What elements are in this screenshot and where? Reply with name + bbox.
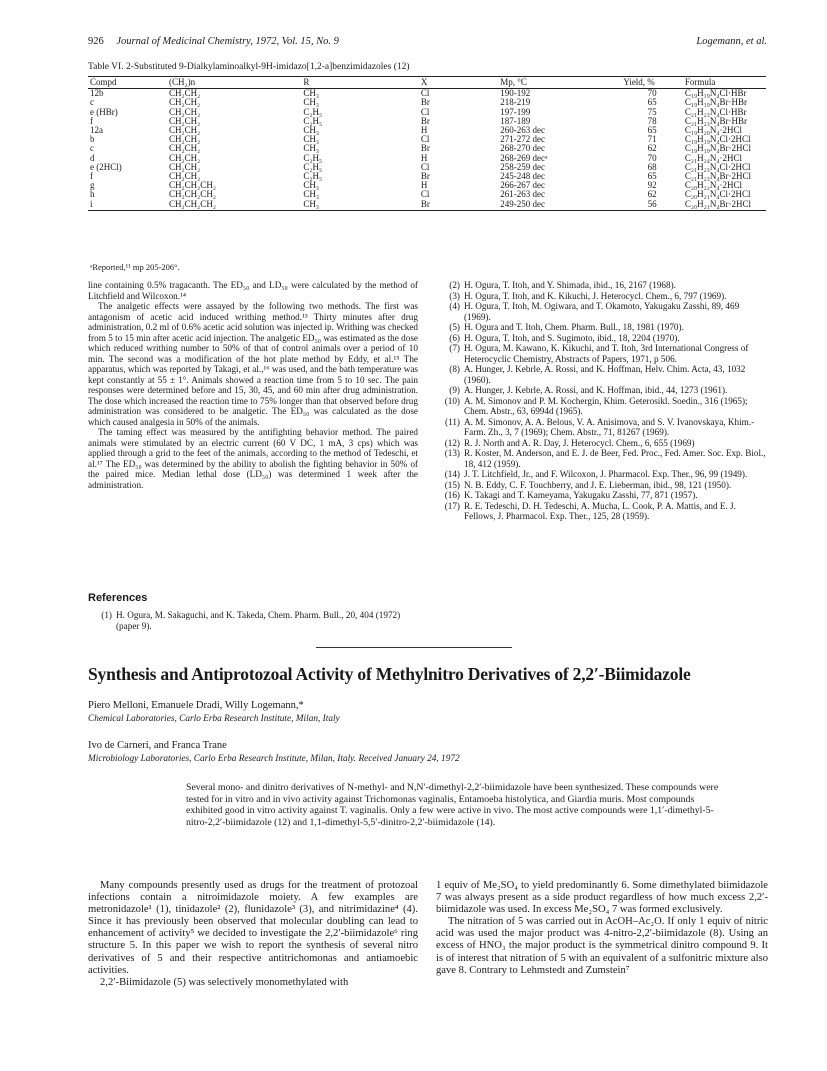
table-row — [88, 200, 766, 211]
table-cell: CH₂CH₂ — [169, 134, 201, 145]
reference-text: N. B. Eddy, C. F. Touchberry, and J. E. Lieberman, ibid., 98, 121 (1950). — [464, 479, 732, 490]
paragraph: The nitration of 5 was carried out in AcOH–Ac₂O. If only 1 equiv of nitric acid was used the major product was 4-nitro-2,2′-biimidazole (8). Using an excess of HNO₃ the major product is the symmetrical dinitro compound 9. It is of interest that nitration of 5 with an equivalent of a sulfonitric mixture also gave 8. Contrary to Lehmstedt and Zumstein⁷ — [436, 916, 768, 976]
paragraph: 2,2′-Biimidazole (5) was selectively monomethylated with — [100, 976, 349, 988]
reference-number: (17) — [444, 500, 460, 511]
reference-item — [436, 333, 768, 344]
reference-item — [436, 490, 768, 501]
left-references — [88, 610, 418, 631]
reference-number: (10) — [444, 395, 460, 406]
table-cell: b — [90, 134, 95, 145]
table-cell: 268-269 decᵃ — [500, 152, 548, 163]
table-cell: CH₃ — [303, 143, 319, 154]
table-cell: C₂₀H₂₁N₄Br·2HCl — [683, 200, 766, 211]
table-cell: C₂H₅ — [303, 115, 323, 126]
table-cell: i — [88, 200, 167, 211]
reference-item — [436, 438, 768, 449]
column-header: Formula — [683, 77, 766, 89]
reference-item — [436, 385, 768, 396]
table-cell: 218-219 — [500, 97, 531, 108]
table-cell: 261-263 dec — [500, 189, 545, 200]
reference-text: H. Ogura, T. Itoh, and Y. Shimada, ibid., 16, 2167 (1968). — [464, 280, 676, 290]
reference-number: (13) — [444, 448, 460, 458]
table-cell: c — [90, 143, 94, 154]
table-cell: CH₂CH₂ — [169, 143, 201, 154]
reference-text: A. M. Simonov, A. A. Belous, V. A. Anisimova, and S. V. Ivanovskaya, Khim.-Farm. Zh., 3, 7 (1969); Chem. Abstr., 71, 81267 (1969). — [464, 416, 755, 437]
column-header: (CH₂)n — [167, 77, 301, 89]
reference-item — [436, 364, 768, 385]
table-cell: 197-199 — [500, 106, 531, 117]
table-cell: 190-192 — [500, 88, 531, 99]
table-cell: C₂₁H₂₃N₄Cl·HBr — [684, 106, 747, 117]
table-cell: C₁₉H₁₉N₄Cl·2HCl — [684, 134, 751, 145]
reference-text: K. Takagi and T. Kameyama, Yakugaku Zasshi, 77, 871 (1957). — [464, 490, 698, 500]
reference-text: R. E. Tedeschi, D. H. Tedeschi, A. Mucha, L. Cook, P. A. Mattis, and E. J. Fellows, J. Pharmacol. Exp. Ther., 125, 28 (1959). — [464, 500, 736, 521]
table-cell: 71 — [647, 134, 657, 145]
table-cell: CH₂CH₂ — [169, 88, 201, 99]
table-cell: 245-248 dec — [500, 171, 545, 182]
abstract: Several mono- and dinitro derivatives of N-methyl- and N,N′-dimethyl-2,2′-biimidazole have been synthesized. These compounds were tested for in vitro and in vivo activity against Trichomonas vaginalis, Entamoeba histolytica, and Giardia muris. Most compounds exhibited good in vitro activity against T. vaginalis. Only a few were active in vivo. The most active compounds were 1,1′-dimethyl-5-nitro-2,2′-biimidazole (12) and 1,1-dimethyl-5,5′-dinitro-2,2′-biimidazole (14). — [186, 782, 719, 828]
table-cell: 78 — [647, 115, 657, 126]
column-header: Compd — [88, 77, 167, 89]
table-caption: Table VI. 2-Substituted 9-Dialkylaminoalkyl-9H-imidazo[1,2-a]benzimidazoles (12) — [88, 62, 410, 72]
column-header: Mp, °C — [498, 77, 621, 89]
table-cell: C₂₁H₂₃N₄Cl·2HCl — [684, 161, 751, 172]
reference-item — [436, 343, 768, 364]
reference-number: (12) — [444, 437, 460, 448]
table-cell: C₁₉H₁₉N₄Br·HBr — [684, 97, 748, 108]
reference-text: A. Hunger, J. Kebrle, A. Rossi, and K. Hoffman, Helv. Chim. Acta, 43, 1032 (1960). — [464, 364, 746, 385]
table-cell: CH₃ — [303, 97, 319, 108]
table-cell: CH₃ — [303, 180, 319, 191]
table-cell: 271-272 dec — [500, 134, 545, 145]
article-title: Synthesis and Antiprotozoal Activity of Methylnitro Derivatives of 2,2′-Biimidazole — [88, 664, 691, 684]
table-cell: e (HBr) — [90, 106, 118, 117]
table-cell: CH₂CH₂CH₂ — [169, 180, 216, 191]
column-header: X — [419, 77, 498, 89]
table-cell: Cl — [420, 134, 430, 145]
table-cell: CH₃ — [303, 134, 319, 145]
table-cell: C₂H₅ — [303, 152, 323, 163]
reference-text: H. Ogura, T. Itoh, and S. Sugimoto, ibid., 18, 2204 (1970). — [464, 332, 680, 343]
table-cell: 92 — [647, 180, 657, 191]
table-cell: CH₂CH₂CH₂ — [167, 200, 301, 211]
reference-text: H. Ogura, T. Itoh, and K. Kikuchi, J. Heterocycl. Chem., 6, 797 (1969). — [464, 290, 727, 301]
table-cell: C₂₀H₂₂N₄·2HCl — [684, 180, 743, 191]
table-cell: Br — [420, 171, 430, 182]
table-cell: Cl — [420, 106, 430, 117]
table-cell: CH₃ — [301, 200, 419, 211]
paragraph: line containing 0.5% tragacanth. The ED₅₀ and LD₅₀ were calculated by the method of Litchfield and Wilcoxon.¹⁴ — [88, 280, 418, 301]
reference-number: (3) — [449, 290, 460, 301]
table-cell: 12a — [90, 125, 103, 136]
authors-group-1: Piero Melloni, Emanuele Dradi, Willy Logemann,* — [88, 700, 304, 711]
section-divider — [316, 647, 512, 648]
table-cell: C₁₉H₁₉N₄Cl·HBr — [684, 88, 747, 99]
reference-number: (16) — [444, 490, 460, 500]
reference-number: (8) — [449, 364, 460, 374]
page-number: 926 — [88, 36, 104, 47]
table-cell: CH₂CH₂CH₂ — [169, 189, 216, 200]
reference-item — [436, 448, 768, 469]
table-cell: CH₂CH₂ — [169, 161, 201, 172]
body-right-column — [436, 880, 768, 977]
paragraph: Many compounds presently used as drugs for the treatment of protozoal infections contain a nitroimidazole moiety. A few examples are metronidazole¹ (1), tinidazole² (2), flunidazole³ (3), and nitrimidazine⁴ (4). Since it has previously been observed that molecular doubling can lead to enhancement of activity⁵ we decided to investigate the 2,2′-biimidazole⁶ ring structure 5. In this paper we wish to report the synthesis of several nitro derivatives of 5 and their respective antitrichomonas and antiamoebic activities. — [88, 880, 418, 976]
table-cell: H — [420, 125, 428, 136]
table-cell: H — [420, 180, 428, 191]
reference-number: (5) — [449, 322, 460, 332]
table-cell: CH₂CH₂ — [169, 115, 201, 126]
reference-number: (4) — [449, 301, 460, 311]
table-cell: 62 — [647, 143, 657, 154]
table-cell: H — [420, 152, 428, 163]
table-cell: C₂H₅ — [303, 161, 323, 172]
reference-item — [88, 610, 418, 631]
table-cell: C₂₁H₂₃N₄Br·2HCl — [684, 171, 752, 182]
reference-text: H. Ogura, T. Itoh, M. Ogiwara, and T. Okamoto, Yakugaku Zasshi, 89, 469 (1969). — [464, 301, 740, 322]
reference-item — [436, 322, 768, 333]
table-cell: e (2HCl) — [90, 161, 122, 172]
table-cell: 62 — [647, 189, 657, 200]
reference-text: R. Koster, M. Anderson, and E. J. de Beer, Fed. Proc., Fed. Amer. Soc. Exp. Biol., 18, 412 (1959). — [464, 448, 766, 469]
reference-text: R. J. North and A. R. Day, J. Heterocycl. Chem., 6, 655 (1969) — [464, 437, 695, 448]
table-footnote: ᵃReported,¹¹ mp 205-206°. — [90, 262, 180, 272]
reference-item — [436, 501, 768, 522]
reference-number: (2) — [449, 280, 460, 290]
table-cell: CH₂CH₂ — [169, 106, 201, 117]
reference-number: (1) — [101, 610, 112, 620]
column-header: R — [301, 77, 419, 89]
table-cell: CH₂CH₂ — [169, 171, 201, 182]
table-cell: C₁₉H₂₀N₄·2HCl — [684, 125, 743, 136]
reference-text: H. Ogura, M. Kawano, K. Kikuchi, and T. Itoh, 3rd International Congress of Heterocyclic Chemistry, Abstracts of Papers, 1971, p 506. — [464, 343, 749, 364]
column-header: Yield, % — [621, 77, 683, 89]
paragraph: The taming effect was measured by the antifighting behavior method. The paired animals were stimulated by an electric current (60 V DC, 1 mA, 3 cps) which was applied through a grid to the feet of the animals, according to the method of Tedeschi, et al.¹⁷ The ED₅₀ was determined by the ability to abolish the fighting behavior in 50% of the paired mice. Median lethal dose (LD₅₀) was determined 1 week after the administration. — [88, 427, 418, 490]
reference-text: H. Ogura and T. Itoh, Chem. Pharm. Bull., 18, 1981 (1970). — [464, 322, 684, 332]
table-body — [88, 89, 766, 211]
table-cell: CH₃ — [303, 88, 319, 99]
reference-item — [436, 417, 768, 438]
reference-item — [436, 480, 768, 491]
table-cell: 65 — [647, 171, 657, 182]
table-cell: CH₃ — [303, 189, 319, 200]
table-cell: C₂₁H₂₃N₄Br·HBr — [684, 115, 748, 126]
table-cell: CH₃ — [303, 125, 319, 136]
table-cell: Br — [420, 143, 430, 154]
left-column-text — [88, 280, 418, 490]
table-cell: Cl — [420, 161, 430, 172]
table-cell: C₂H₅ — [303, 171, 323, 182]
reference-text: H. Ogura, M. Sakaguchi, and K. Takeda, Chem. Pharm. Bull., 20, 404 (1972) (paper 9). — [116, 610, 401, 631]
table-cell: Br — [420, 115, 430, 126]
table-cell: Br — [419, 200, 498, 211]
table-cell: 70 — [647, 152, 657, 163]
table-cell: CH₂CH₂ — [169, 152, 201, 163]
table-cell: CH₂CH₂ — [169, 125, 201, 136]
reference-text: A. Hunger, J. Kebrle, A. Rossi, and K. Hoffman, ibid., 44, 1273 (1961). — [464, 385, 728, 395]
reference-number: (9) — [449, 385, 460, 395]
reference-text: A. M. Simonov and P. M. Kochergin, Khim. Geterosikl. Soedin., 316 (1965); Chem. Abstr., 63, 6994d (1965). — [464, 395, 748, 416]
table-cell: 68 — [647, 161, 657, 172]
table-cell: g — [90, 180, 95, 191]
journal-citation: Journal of Medicinal Chemistry, 1972, Vol. 15, No. 9 — [116, 36, 339, 47]
table-cell: 75 — [647, 106, 657, 117]
table-cell: 260-263 dec — [500, 125, 545, 136]
affiliation-2: Microbiology Laboratories, Carlo Erba Research Institute, Milan, Italy. Received January 24, 1972 — [88, 754, 460, 764]
table-cell: C₂₁H₂₄N₄·2HCl — [684, 152, 743, 163]
table-cell: 187-189 — [500, 115, 531, 126]
authors-group-2: Ivo de Carneri, and Franca Trane — [88, 740, 227, 751]
table-cell: 65 — [647, 97, 657, 108]
reference-number: (15) — [444, 479, 460, 490]
reference-item — [436, 280, 768, 291]
table-cell: Cl — [420, 189, 430, 200]
paragraph: 1 equiv of Me₂SO₄ to yield predominantly 6. Some dimethylated biimidazole 7 was always present as a side product regardless of how much excess 2,2′-biimidazole was used. In excess Me₂SO₄ 7 was formed exclusively. — [436, 880, 768, 916]
table-cell: C₂H₅ — [303, 106, 323, 117]
table-cell: Cl — [420, 88, 430, 99]
table-cell: d — [90, 152, 95, 163]
table-cell: f — [90, 115, 93, 126]
table-cell: C₂₀H₂₁N₄Cl·2HCl — [684, 189, 751, 200]
reference-item — [436, 469, 768, 480]
table-cell: 70 — [647, 88, 657, 99]
reference-item — [436, 396, 768, 417]
compound-table — [88, 76, 766, 211]
table-cell: 268-270 dec — [500, 143, 545, 154]
affiliation-1: Chemical Laboratories, Carlo Erba Research Institute, Milan, Italy — [88, 714, 340, 724]
table-cell: f — [90, 171, 93, 182]
table-cell: 258-259 dec — [500, 161, 545, 172]
running-header — [88, 36, 339, 47]
table-cell: CH₂CH₂ — [169, 97, 201, 108]
reference-number: (14) — [444, 469, 460, 479]
reference-item — [436, 291, 768, 302]
paragraph: The analgetic effects were assayed by the following two methods. The first was antagonism of acetic acid induced writhing method.¹³ Thirty minutes after drug administration, 0.2 ml of 0.6% acetic acid solution was injected ip. Writhing was checked from 5 to 15 min after acetic acid injection. The analgetic ED₅₀ was estimated as the dose which reduced writhing number to 50% of that of control animals over a period of 10 min. The second was a modification of the hot plate method by Eddy, et al.¹⁵ The apparatus, which was reported by Takagi, et al.,¹⁶ was used, and the bath temperature was kept constantly at 55 ± 1°. Animals showed a reaction time from 5 to 10 sec. The pain responses were determined before and 15, 30, 45, and 60 min after drug administration. The dose which increased the reaction time to 75% longer than that observed before drug administration was considered to be analgetic. The ED₅₀ was calculated as the dose which caused analgesia in 50% of the animals. — [88, 301, 418, 427]
reference-number: (11) — [445, 416, 460, 427]
reference-number: (7) — [449, 343, 460, 353]
reference-item — [436, 301, 768, 322]
right-references — [436, 280, 768, 522]
references-heading: References — [88, 592, 148, 604]
reference-number: (6) — [449, 332, 460, 343]
table-cell: 266-267 dec — [500, 180, 545, 191]
reference-text: J. T. Litchfield, Jr., and F. Wilcoxon, J. Pharmacol. Exp. Ther., 96, 99 (1949). — [464, 469, 748, 479]
table-cell: 249-250 dec — [498, 200, 621, 211]
table-cell: 56 — [621, 200, 683, 211]
table-cell: 12b — [90, 88, 104, 99]
table-cell: C₁₉H₁₉N₄Br·2HCl — [684, 143, 752, 154]
body-left-column — [88, 880, 418, 989]
authors-short: Logemann, et al. — [696, 36, 767, 47]
table-cell: 65 — [647, 125, 657, 136]
table-cell: Br — [420, 97, 430, 108]
table-cell: c — [90, 97, 94, 108]
table-header-row — [88, 77, 766, 89]
table-cell: h — [90, 189, 95, 200]
